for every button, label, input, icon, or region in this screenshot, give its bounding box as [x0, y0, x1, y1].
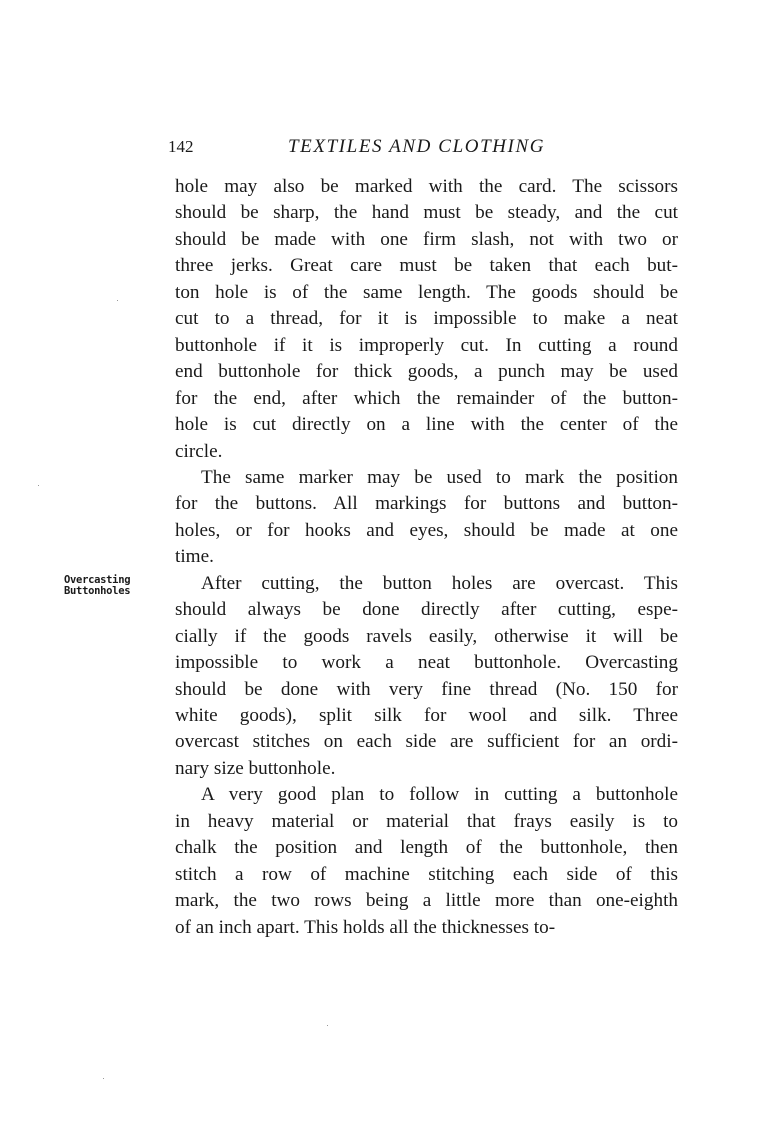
text-line: hole is cut directly on a line with the center of the — [175, 414, 678, 436]
text-line: overcast stitches on each side are sufficient for an ordi- — [175, 731, 678, 753]
text-line: holes, or for hooks and eyes, should be made at one — [175, 519, 678, 541]
text-line: After cutting, the button holes are overcast. This — [201, 572, 678, 594]
text-line: should be made with one firm slash, not with two or — [175, 228, 678, 250]
text-line: buttonhole if it is improperly cut. In cutting a round — [175, 334, 678, 356]
running-head: TEXTILES AND CLOTHING — [288, 136, 546, 157]
text-line: cially if the goods ravels easily, otherwise it will be — [175, 625, 678, 647]
text-line: circle. — [175, 440, 223, 462]
margin-note — [64, 575, 130, 597]
scan-speck — [38, 485, 39, 486]
text-line: nary size buttonhole. — [175, 757, 336, 779]
text-line: ton hole is of the same length. The goods should be — [175, 281, 678, 303]
text-line: of an inch apart. This holds all the thicknesses to- — [175, 916, 556, 938]
text-line: three jerks. Great care must be taken that each but- — [175, 255, 678, 277]
text-line: chalk the position and length of the buttonhole, then — [175, 837, 678, 859]
text-line: cut to a thread, for it is impossible to make a neat — [175, 308, 678, 330]
scan-speck — [103, 1078, 104, 1079]
text-line: impossible to work a neat buttonhole. Overcasting — [175, 652, 678, 674]
text-line: The same marker may be used to mark the position — [201, 466, 678, 488]
text-line: should be done with very fine thread (No. 150 for — [175, 678, 678, 700]
page-number: 142 — [168, 137, 194, 156]
text-line: should always be done directly after cutting, espe- — [175, 599, 678, 621]
text-line: A very good plan to follow in cutting a buttonhole — [201, 784, 678, 806]
text-line: for the buttons. All markings for buttons and button- — [175, 493, 678, 515]
text-line: should be sharp, the hand must be steady, and the cut — [175, 202, 678, 224]
text-line: in heavy material or material that frays easily is to — [175, 810, 678, 832]
text-line: white goods), split silk for wool and silk. Three — [175, 705, 678, 726]
margin-note-line: Buttonholes — [64, 585, 131, 597]
text-line: hole may also be marked with the card. The scissors — [175, 176, 678, 197]
text-line: mark, the two rows being a little more than one-eighth — [175, 890, 678, 912]
text-line: end buttonhole for thick goods, a punch may be used — [175, 361, 678, 383]
text-line: for the end, after which the remainder of the button- — [175, 387, 678, 409]
scan-speck — [117, 300, 118, 301]
text-line: stitch a row of machine stitching each side of this — [175, 863, 678, 885]
text-line: time. — [175, 546, 214, 568]
scan-speck — [327, 1025, 328, 1026]
margin-note-line: Overcasting — [64, 574, 131, 586]
